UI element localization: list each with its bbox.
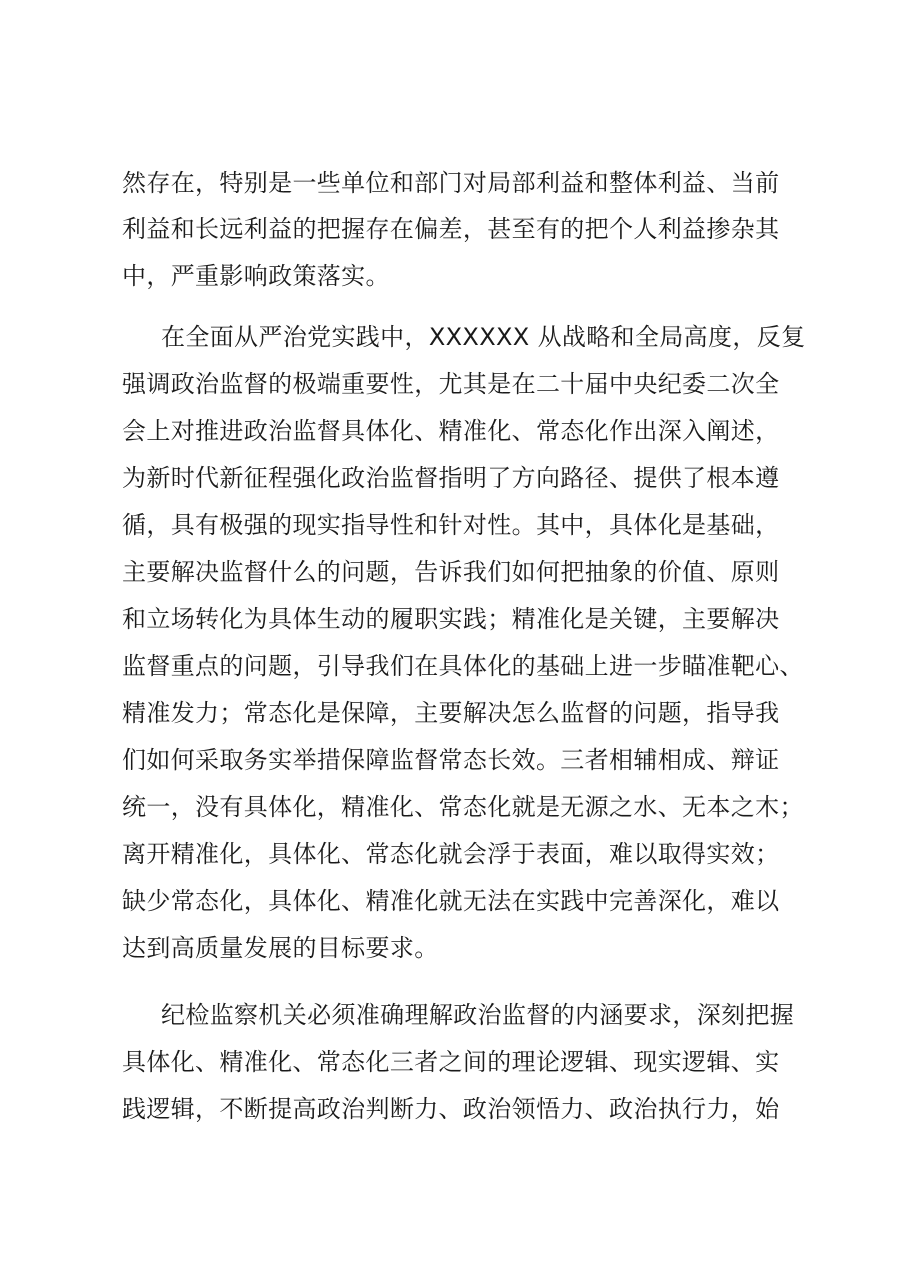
paragraph-3-line-3: 践逻辑，不断提高政治判断力、政治领悟力、政治执行力，始 — [122, 1095, 780, 1123]
paragraph-2-line-13: 缺少常态化，具体化、精准化就无法在实践中完善深化，难以 — [122, 887, 780, 915]
paragraph-2-line-6: 主要解决监督什么的问题，告诉我们如何把抽象的价值、原则 — [122, 558, 780, 586]
paragraph-2-line-12: 离开精准化，具体化、常态化就会浮于表面，难以取得实效； — [122, 840, 780, 868]
paragraph-3-line-1: 纪检监察机关必须准确理解政治监督的内涵要求，深刻把握 — [161, 1001, 795, 1029]
paragraph-1-line-3: 中，严重影响政策落实。 — [122, 262, 390, 290]
paragraph-1-line-2: 利益和长远利益的把握存在偏差，甚至有的把个人利益掺杂其 — [122, 215, 780, 243]
paragraph-2-line-11: 统一，没有具体化，精准化、常态化就是无源之水、无本之木； — [122, 793, 804, 821]
paragraph-2-line-8: 监督重点的问题，引导我们在具体化的基础上进一步瞄准靶心、 — [122, 652, 804, 680]
paragraph-2-line-3: 会上对推进政治监督具体化、精准化、常态化作出深入阐述， — [122, 417, 780, 445]
paragraph-3-line-2: 具体化、精准化、常态化三者之间的理论逻辑、现实逻辑、实 — [122, 1048, 780, 1076]
paragraph-2-line-4: 为新时代新征程强化政治监督指明了方向路径、提供了根本遵 — [122, 464, 780, 492]
paragraph-2-line-1: 在全面从严治党实践中，XXXXXX 从战略和全局高度，反复 — [161, 323, 806, 351]
paragraph-2-line-14: 达到高质量发展的目标要求。 — [122, 934, 439, 962]
paragraph-2-line-7: 和立场转化为具体生动的履职实践；精准化是关键，主要解决 — [122, 605, 780, 633]
paragraph-2-line-10: 们如何采取务实举措保障监督常态长效。三者相辅相成、辩证 — [122, 746, 780, 774]
paragraph-2-line-9: 精准发力；常态化是保障，主要解决怎么监督的问题，指导我 — [122, 699, 780, 727]
paragraph-2-line-5: 循，具有极强的现实指导性和针对性。其中，具体化是基础， — [122, 511, 780, 539]
paragraph-2-line-2: 强调政治监督的极端重要性，尤其是在二十届中央纪委二次全 — [122, 370, 780, 398]
paragraph-1-line-1: 然存在，特别是一些单位和部门对局部利益和整体利益、当前 — [122, 169, 780, 197]
